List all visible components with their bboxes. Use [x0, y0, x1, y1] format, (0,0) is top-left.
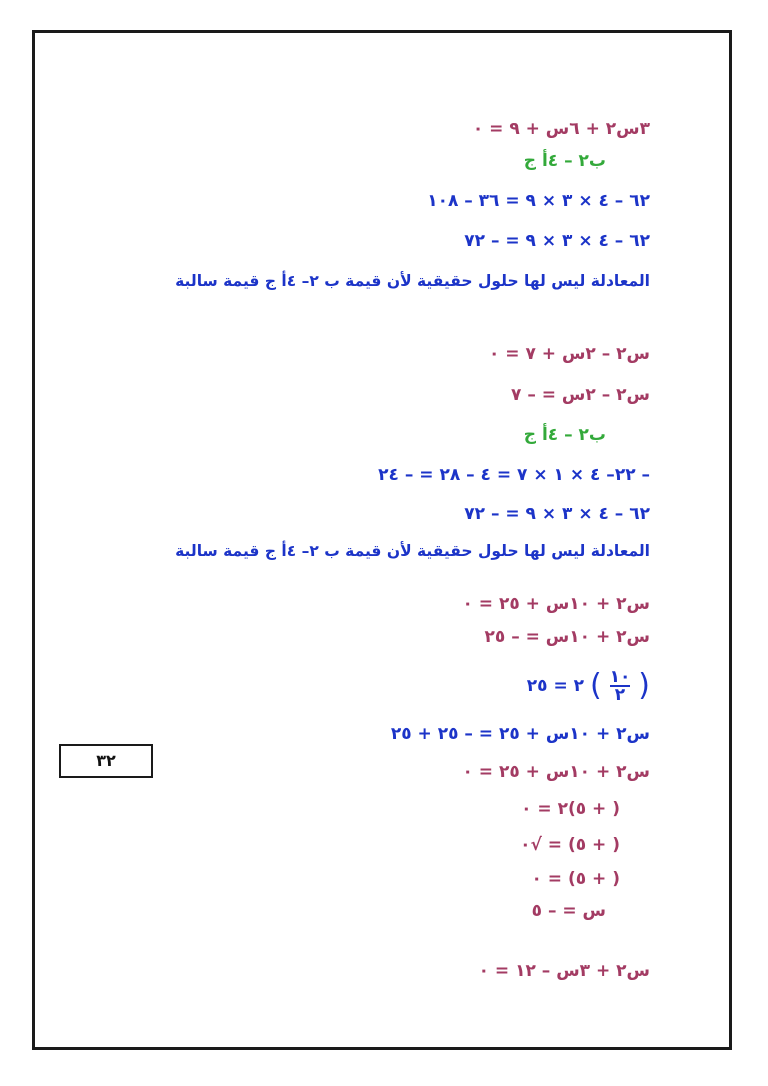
equation-line-3: ٦٢ – ٤ × ٣ × ٩ = ٣٦ – ١٠٨ [427, 191, 650, 211]
equation-line-6: س٢ – ٢س + ٧ = ٠ [488, 344, 650, 364]
discriminant-formula-2: ب٢ – ٤أ ج [523, 425, 606, 445]
fraction-numerator: ١٠ [609, 667, 631, 687]
equation-line-12: س٢ + ١٠س + ٢٥ = ٠ [462, 594, 650, 614]
fraction-result: ٢ = ٢٥ [526, 676, 585, 696]
fraction [610, 669, 631, 703]
fraction-denominator: ٢ [614, 685, 626, 705]
equation-line-19: ( + ٥) = ٠ [531, 869, 620, 889]
equation-line-1: ٣س٢ + ٦س + ٩ = ٠ [472, 119, 650, 139]
right-paren: ) [638, 668, 650, 703]
page-number-box [59, 744, 153, 778]
equation-line-10: ٦٢ – ٤ × ٣ × ٩ = – ٧٢ [464, 504, 650, 524]
equation-line-15: س٢ + ١٠س + ٢٥ = – ٢٥ + ٢٥ [390, 724, 650, 744]
equation-line-16: س٢ + ١٠س + ٢٥ = ٠ [462, 762, 650, 782]
conclusion-sentence-2: المعادلة ليس لها حلول حقيقية لأن قيمة ب ٢– ٤أ ج قيمة سالبة [175, 542, 650, 560]
conclusion-sentence-1: المعادلة ليس لها حلول حقيقية لأن قيمة ب ٢– ٤أ ج قيمة سالبة [175, 272, 650, 290]
equation-line-13: س٢ + ١٠س = – ٢٥ [484, 627, 650, 647]
left-paren: ( [589, 668, 602, 703]
equation-line-9: – ٢٢– ٤ × ١ × ٧ = ٤ – ٢٨ = – ٢٤ [378, 465, 650, 485]
fraction-square-line [527, 668, 650, 704]
page-number: ٣٢ [96, 751, 116, 770]
discriminant-formula-1: ب٢ – ٤أ ج [523, 151, 606, 171]
equation-line-21: س٢ + ٣س – ١٢ = ٠ [478, 961, 650, 981]
equation-line-7: س٢ – ٢س = – ٧ [511, 385, 650, 405]
equation-line-18: ( + ٥) = √٠ [520, 835, 620, 855]
equation-line-17: ( + ٥)٢ = ٠ [521, 799, 620, 819]
equation-line-20: س = – ٥ [531, 901, 606, 921]
equation-line-4: ٦٢ – ٤ × ٣ × ٩ = – ٧٢ [464, 231, 650, 251]
